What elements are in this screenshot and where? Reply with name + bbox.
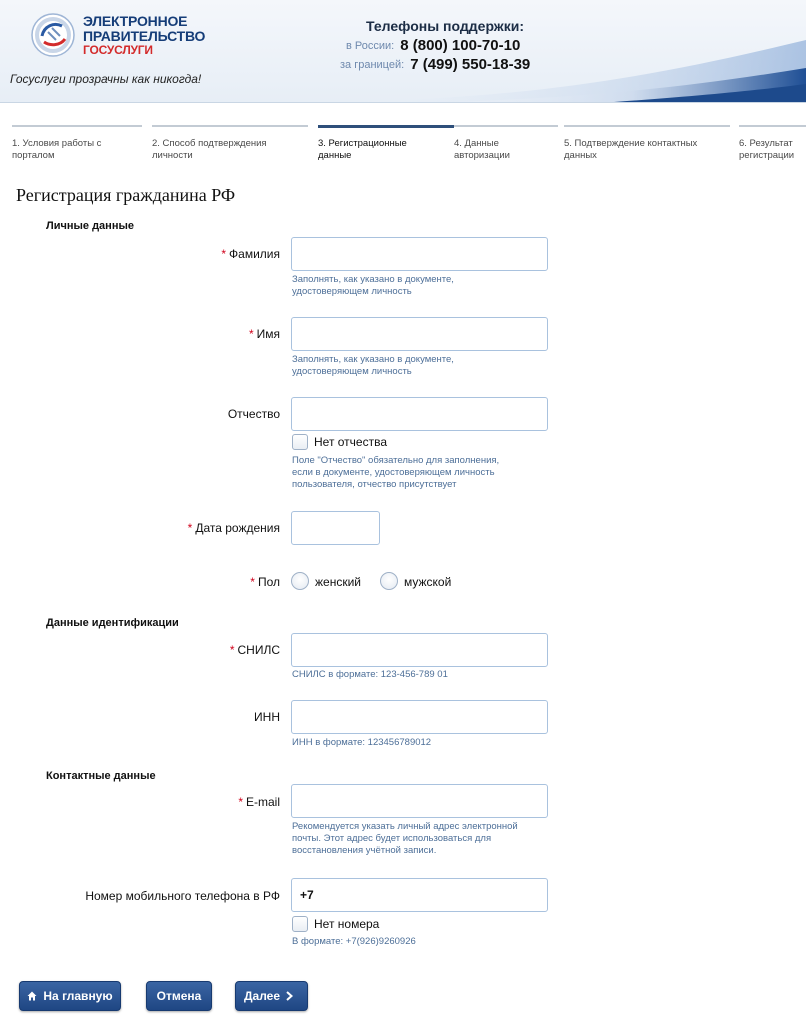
step-label: 6. Результат <box>739 138 793 149</box>
surname-label <box>221 247 280 261</box>
gender-label-text: Пол <box>257 575 280 589</box>
birthdate-label <box>188 521 280 535</box>
next-button[interactable] <box>235 981 308 1011</box>
registration-steps <box>12 125 806 165</box>
snils-label-text: СНИЛС <box>237 643 280 657</box>
step-3 <box>318 125 454 165</box>
email-input[interactable] <box>291 784 548 818</box>
surname-input[interactable] <box>291 237 548 271</box>
phone-label: Номер мобильного телефона в РФ <box>85 889 280 903</box>
step-label: 4. Данные <box>454 138 499 149</box>
cancel-button-label: Отмена <box>156 989 202 1003</box>
step-4 <box>454 125 558 165</box>
hint-line: если в документе, удостоверяющем личность <box>292 467 495 478</box>
name-input[interactable] <box>291 317 548 351</box>
no-phone-label[interactable]: Нет номера <box>314 917 380 931</box>
snils-label <box>230 643 280 657</box>
step-label: данных <box>564 150 597 161</box>
phone-number: 8 (800) 100-70-10 <box>400 37 521 55</box>
required-mark: * <box>248 327 254 341</box>
chevron-right-icon <box>286 991 293 1001</box>
section-personal-data: Личные данные <box>46 220 134 232</box>
cancel-button[interactable] <box>146 981 212 1011</box>
required-mark: * <box>229 643 235 657</box>
gender-female-label[interactable]: женский <box>315 575 361 589</box>
step-6 <box>739 125 806 165</box>
email-label-text: E-mail <box>245 795 280 809</box>
step-label: личности <box>152 150 193 161</box>
name-label-text: Имя <box>256 327 280 341</box>
logo-line-2: ПРАВИТЕЛЬСТВО <box>83 28 206 44</box>
phone-hint: В формате: +7(926)9260926 <box>292 936 416 947</box>
hint-line: Заполнять, как указано в документе, <box>292 354 454 365</box>
patronymic-hint <box>292 455 552 491</box>
logo-line-1: ЭЛЕКТРОННОЕ <box>83 13 188 29</box>
site-header <box>0 0 806 103</box>
required-mark: * <box>250 575 255 589</box>
phone-abroad <box>340 56 530 74</box>
phone-label: за границей: <box>340 58 405 71</box>
required-mark: * <box>238 795 243 809</box>
phone-russia <box>346 37 520 55</box>
step-1 <box>12 125 142 165</box>
hint-line: удостоверяющем личность <box>292 366 412 377</box>
hint-line: восстановления учётной записи. <box>292 845 437 856</box>
birthdate-label-text: Дата рождения <box>195 521 280 535</box>
section-identification: Данные идентификации <box>46 617 179 629</box>
no-phone-checkbox[interactable] <box>292 916 308 932</box>
step-label: 5. Подтверждение контактных <box>564 138 698 149</box>
snils-input[interactable] <box>291 633 548 667</box>
hint-line: Поле "Отчество" обязательно для заполнения, <box>292 455 500 466</box>
birthdate-input[interactable] <box>291 511 380 545</box>
gosuslugi-emblem-icon[interactable] <box>30 12 76 58</box>
phone-number: 7 (499) 550-18-39 <box>410 56 531 74</box>
email-hint <box>292 821 552 857</box>
required-mark: * <box>221 247 227 261</box>
page-title: Регистрация гражданина РФ <box>16 185 236 205</box>
slogan: Госуслуги прозрачны как никогда! <box>10 72 202 86</box>
section-contacts: Контактные данные <box>46 770 156 782</box>
home-icon <box>27 991 37 1001</box>
home-button-label: На главную <box>43 989 113 1003</box>
email-label <box>238 795 280 809</box>
logo-line-3: ГОСУСЛУГИ <box>83 43 153 57</box>
gender-male-radio[interactable] <box>380 572 398 590</box>
step-label: данные <box>318 150 352 161</box>
surname-hint <box>292 274 552 298</box>
phone-label: в России: <box>346 39 395 52</box>
phone-input[interactable] <box>291 878 548 912</box>
required-mark: * <box>187 521 193 535</box>
name-label <box>249 327 280 341</box>
hint-line: Рекомендуется указать личный адрес электронной <box>292 821 518 832</box>
hint-line: пользователя, отчество присутствует <box>292 479 457 490</box>
inn-label: ИНН <box>254 710 280 724</box>
patronymic-label: Отчество <box>227 407 280 421</box>
no-patronymic-checkbox[interactable] <box>292 434 308 450</box>
step-label: авторизации <box>454 150 510 161</box>
inn-hint: ИНН в формате: 123456789012 <box>292 737 432 748</box>
step-label: 1. Условия работы с <box>12 138 102 149</box>
surname-label-text: Фамилия <box>229 247 280 261</box>
step-label: регистрации <box>739 150 795 161</box>
step-label: 3. Регистрационные <box>318 138 407 149</box>
step-2 <box>152 125 308 165</box>
name-hint <box>292 354 552 378</box>
inn-input[interactable] <box>291 700 548 734</box>
no-patronymic-label[interactable]: Нет отчества <box>314 435 388 449</box>
gender-label <box>250 575 280 589</box>
next-button-label: Далее <box>243 989 281 1003</box>
home-button[interactable] <box>19 981 121 1011</box>
hint-line: почты. Этот адрес будет использоваться для <box>292 833 492 844</box>
patronymic-input[interactable] <box>291 397 548 431</box>
gender-male-label[interactable]: мужской <box>404 575 452 589</box>
step-label: 2. Способ подтверждения <box>152 138 267 149</box>
step-label: порталом <box>12 150 55 161</box>
hint-line: Заполнять, как указано в документе, <box>292 274 454 285</box>
snils-hint: СНИЛС в формате: 123-456-789 01 <box>292 669 448 680</box>
support-title: Телефоны поддержки: <box>366 18 525 34</box>
step-5 <box>564 125 730 165</box>
hint-line: удостоверяющем личность <box>292 286 412 297</box>
gender-female-radio[interactable] <box>291 572 309 590</box>
